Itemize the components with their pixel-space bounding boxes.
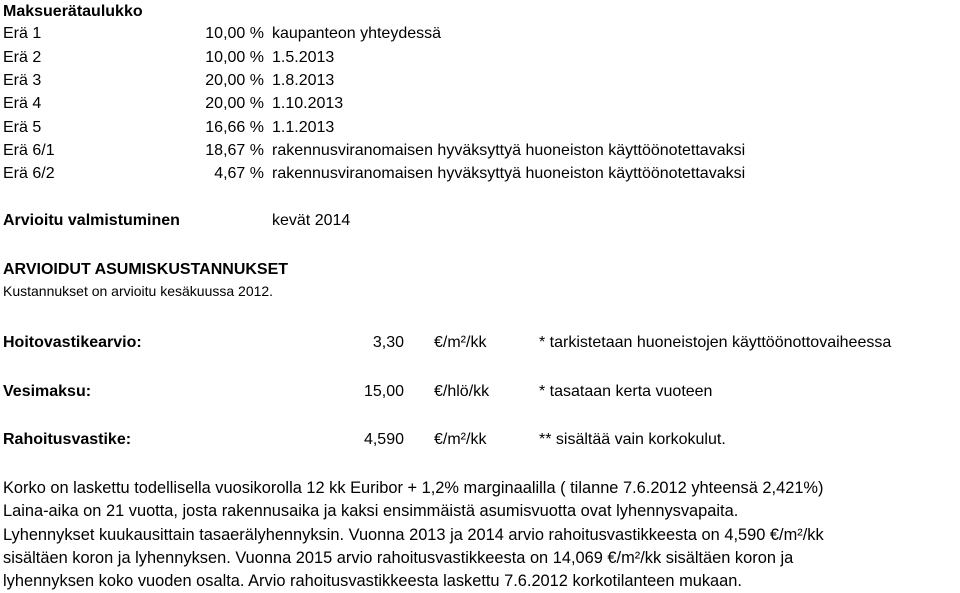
schedule-row-percent: 16,66 %	[205, 119, 264, 136]
cost-amount: 15,00	[363, 383, 404, 400]
costs-heading: ARVIOIDUT ASUMISKUSTANNUKSET	[3, 261, 289, 278]
schedule-row-percent: 20,00 %	[205, 95, 264, 112]
cost-unit: €/hlö/kk	[434, 383, 490, 400]
interest-line: sisältäen koron ja lyhennyksen. Vuonna 2015 arvio rahoitusvastikkeesta on 14,069 €/m²/kk sisältäen koron ja	[3, 549, 794, 567]
completion-value: kevät 2014	[272, 212, 351, 229]
schedule-row-label: Erä 5	[3, 119, 42, 136]
schedule-row-percent: 18,67 %	[205, 142, 264, 159]
schedule-row-percent: 20,00 %	[205, 72, 264, 89]
cost-note: * tarkistetaan huoneistojen käyttöönottovaiheessa	[539, 334, 892, 351]
schedule-row-percent: 10,00 %	[205, 25, 264, 42]
cost-amount: 3,30	[372, 334, 404, 351]
schedule-row-label: Erä 1	[3, 25, 42, 42]
schedule-row-desc: rakennusviranomaisen hyväksyttyä huoneiston käyttöönotettavaksi	[272, 165, 746, 182]
schedule-row-label: Erä 3	[3, 72, 42, 89]
schedule-row-desc: 1.5.2013	[272, 49, 335, 66]
schedule-row-label: Erä 2	[3, 49, 42, 66]
schedule-row-label: Erä 4	[3, 95, 42, 112]
schedule-title: Maksuerätaulukko	[3, 3, 143, 20]
schedule-row-desc: 1.1.2013	[272, 119, 335, 136]
schedule-row-desc: 1.8.2013	[272, 72, 335, 89]
interest-line: Laina-aika on 21 vuotta, josta rakennusaika ja kaksi ensimmäistä asumisvuotta ovat lyhennysvapaita.	[3, 502, 739, 520]
cost-label: Vesimaksu:	[3, 383, 92, 400]
cost-label: Rahoitusvastike:	[3, 431, 132, 448]
cost-amount: 4,590	[363, 431, 404, 448]
cost-unit: €/m²/kk	[434, 334, 487, 351]
schedule-row-percent: 4,67 %	[214, 165, 264, 182]
schedule-row-desc: kaupanteon yhteydessä	[272, 25, 442, 42]
interest-line: Korko on laskettu todellisella vuosikorolla 12 kk Euribor + 1,2% marginaalilla ( tilanne 7.6.2012 yhteensä 2,421%)	[3, 479, 824, 497]
cost-unit: €/m²/kk	[434, 431, 487, 448]
schedule-row-desc: rakennusviranomaisen hyväksyttyä huoneiston käyttöönotettavaksi	[272, 142, 746, 159]
cost-note: * tasataan kerta vuoteen	[539, 383, 713, 400]
schedule-row-label: Erä 6/1	[3, 142, 55, 159]
interest-line: lyhennyksen koko vuoden osalta. Arvio rahoitusvastikkeesta laskettu 7.6.2012 korkotilanteen mukaan.	[3, 572, 742, 590]
cost-note: ** sisältää vain korkokulut.	[539, 431, 726, 448]
schedule-row-desc: 1.10.2013	[272, 95, 344, 112]
cost-label: Hoitovastikearvio:	[3, 334, 142, 351]
interest-line: Lyhennykset kuukausittain tasaerälyhennyksin. Vuonna 2013 ja 2014 arvio rahoitusvastikkeesta on 4,590 €/m²/kk	[3, 526, 824, 544]
costs-note: Kustannukset on arvioitu kesäkuussa 2012.	[3, 283, 274, 299]
schedule-row-label: Erä 6/2	[3, 165, 55, 182]
schedule-row-percent: 10,00 %	[205, 49, 264, 66]
completion-label: Arvioitu valmistuminen	[3, 212, 180, 229]
